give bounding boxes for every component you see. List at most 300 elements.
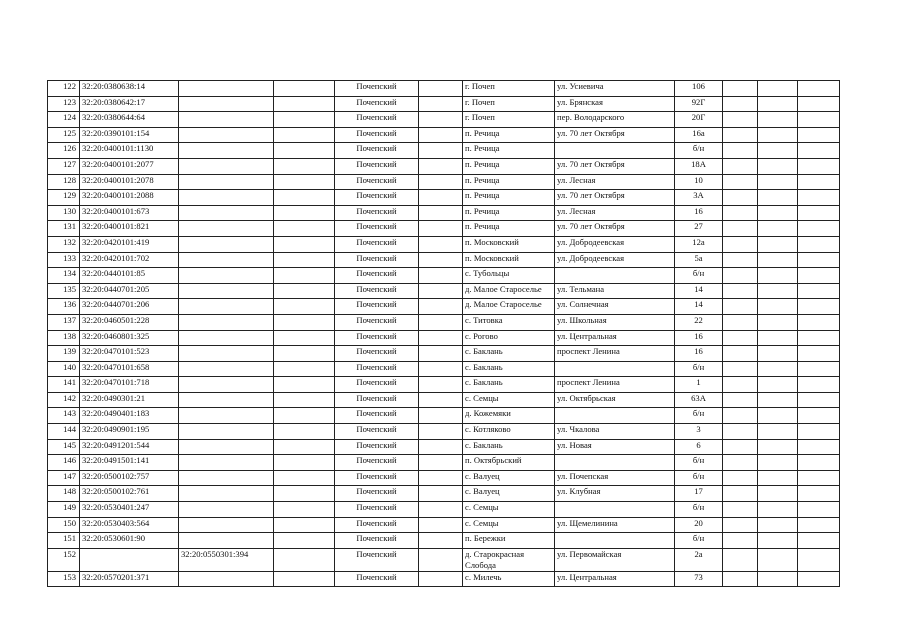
empty-cell bbox=[758, 143, 798, 159]
empty-cell bbox=[274, 408, 335, 424]
empty-cell bbox=[723, 174, 758, 190]
empty-cell bbox=[758, 236, 798, 252]
empty-cell bbox=[798, 571, 840, 587]
empty-cell bbox=[419, 190, 463, 206]
house-number-cell: 106 bbox=[675, 81, 723, 97]
row-number: 134 bbox=[48, 268, 80, 284]
street-cell bbox=[555, 502, 675, 518]
empty-cell bbox=[274, 221, 335, 237]
empty-cell bbox=[798, 470, 840, 486]
locality-cell: п. Речица bbox=[463, 221, 555, 237]
empty-cell bbox=[798, 502, 840, 518]
house-number-cell: б/н bbox=[675, 408, 723, 424]
district-cell: Почепский bbox=[335, 190, 419, 206]
locality-cell: с. Баклань bbox=[463, 361, 555, 377]
cadastral-number: 32:20:0500102:757 bbox=[80, 470, 179, 486]
house-number-cell: 16а bbox=[675, 127, 723, 143]
empty-cell bbox=[419, 252, 463, 268]
cadastral-number-alt bbox=[179, 439, 274, 455]
empty-cell bbox=[758, 190, 798, 206]
row-number: 130 bbox=[48, 205, 80, 221]
empty-cell bbox=[274, 533, 335, 549]
street-cell: ул. Добродеевская bbox=[555, 252, 675, 268]
cadastral-number: 32:20:0400101:1130 bbox=[80, 143, 179, 159]
empty-cell bbox=[419, 330, 463, 346]
empty-cell bbox=[274, 205, 335, 221]
empty-cell bbox=[274, 470, 335, 486]
empty-cell bbox=[274, 236, 335, 252]
street-cell: проспект Ленина bbox=[555, 377, 675, 393]
locality-cell: п. Речица bbox=[463, 174, 555, 190]
empty-cell bbox=[723, 96, 758, 112]
empty-cell bbox=[758, 424, 798, 440]
cadastral-number-alt bbox=[179, 221, 274, 237]
table-row bbox=[48, 470, 840, 486]
empty-cell bbox=[758, 439, 798, 455]
locality-cell: п. Московский bbox=[463, 252, 555, 268]
empty-cell bbox=[419, 548, 463, 571]
empty-cell bbox=[758, 392, 798, 408]
empty-cell bbox=[798, 424, 840, 440]
empty-cell bbox=[723, 314, 758, 330]
house-number-cell: 22 bbox=[675, 314, 723, 330]
row-number: 144 bbox=[48, 424, 80, 440]
empty-cell bbox=[274, 190, 335, 206]
street-cell: ул. Центральная bbox=[555, 330, 675, 346]
empty-cell bbox=[723, 408, 758, 424]
cadastral-number-alt bbox=[179, 174, 274, 190]
empty-cell bbox=[723, 299, 758, 315]
cadastral-number-alt bbox=[179, 377, 274, 393]
table-row bbox=[48, 455, 840, 471]
row-number: 133 bbox=[48, 252, 80, 268]
empty-cell bbox=[798, 174, 840, 190]
row-number: 126 bbox=[48, 143, 80, 159]
empty-cell bbox=[758, 127, 798, 143]
house-number-cell: б/н bbox=[675, 455, 723, 471]
district-cell: Почепский bbox=[335, 502, 419, 518]
cadastral-number: 32:20:0491201:544 bbox=[80, 439, 179, 455]
street-cell: ул. Первомайская bbox=[555, 548, 675, 571]
district-cell: Почепский bbox=[335, 470, 419, 486]
cadastral-number-alt bbox=[179, 190, 274, 206]
cadastral-number-alt bbox=[179, 268, 274, 284]
cadastral-number: 32:20:0400101:2078 bbox=[80, 174, 179, 190]
cadastral-number-alt bbox=[179, 112, 274, 128]
locality-cell: с. Семцы bbox=[463, 392, 555, 408]
street-cell: ул. Лесная bbox=[555, 174, 675, 190]
empty-cell bbox=[758, 268, 798, 284]
locality-cell: д. Кожемяки bbox=[463, 408, 555, 424]
row-number: 152 bbox=[48, 548, 80, 571]
locality-cell: с. Тубольцы bbox=[463, 268, 555, 284]
empty-cell bbox=[274, 283, 335, 299]
table-row bbox=[48, 221, 840, 237]
row-number: 136 bbox=[48, 299, 80, 315]
locality-cell: п. Московский bbox=[463, 236, 555, 252]
table-row bbox=[48, 81, 840, 97]
street-cell: ул. Новая bbox=[555, 439, 675, 455]
street-cell: ул. Октябрьская bbox=[555, 392, 675, 408]
locality-cell: г. Почеп bbox=[463, 81, 555, 97]
empty-cell bbox=[274, 377, 335, 393]
empty-cell bbox=[419, 470, 463, 486]
table-row bbox=[48, 283, 840, 299]
table-row bbox=[48, 533, 840, 549]
empty-cell bbox=[419, 377, 463, 393]
table-row bbox=[48, 548, 840, 571]
empty-cell bbox=[274, 143, 335, 159]
cadastral-number: 32:20:0470101:718 bbox=[80, 377, 179, 393]
locality-cell: г. Почеп bbox=[463, 96, 555, 112]
cadastral-number: 32:20:0530601:90 bbox=[80, 533, 179, 549]
empty-cell bbox=[419, 283, 463, 299]
empty-cell bbox=[419, 221, 463, 237]
district-cell: Почепский bbox=[335, 205, 419, 221]
table-row bbox=[48, 205, 840, 221]
cadastral-number: 32:20:0470101:523 bbox=[80, 346, 179, 362]
empty-cell bbox=[798, 127, 840, 143]
district-cell: Почепский bbox=[335, 112, 419, 128]
row-number: 153 bbox=[48, 571, 80, 587]
empty-cell bbox=[758, 502, 798, 518]
empty-cell bbox=[798, 314, 840, 330]
district-cell: Почепский bbox=[335, 361, 419, 377]
house-number-cell: 17 bbox=[675, 486, 723, 502]
locality-cell: с. Баклань bbox=[463, 439, 555, 455]
empty-cell bbox=[723, 424, 758, 440]
empty-cell bbox=[758, 283, 798, 299]
table-row bbox=[48, 268, 840, 284]
house-number-cell: 10 bbox=[675, 174, 723, 190]
row-number: 147 bbox=[48, 470, 80, 486]
empty-cell bbox=[798, 268, 840, 284]
table-row bbox=[48, 361, 840, 377]
cadastral-number: 32:20:0460501:228 bbox=[80, 314, 179, 330]
empty-cell bbox=[758, 314, 798, 330]
row-number: 125 bbox=[48, 127, 80, 143]
empty-cell bbox=[274, 158, 335, 174]
row-number: 127 bbox=[48, 158, 80, 174]
empty-cell bbox=[419, 346, 463, 362]
house-number-cell: 16 bbox=[675, 346, 723, 362]
cadastral-number: 32:20:0490901:195 bbox=[80, 424, 179, 440]
empty-cell bbox=[723, 392, 758, 408]
empty-cell bbox=[798, 346, 840, 362]
locality-cell: п. Речица bbox=[463, 143, 555, 159]
empty-cell bbox=[758, 470, 798, 486]
row-number: 122 bbox=[48, 81, 80, 97]
empty-cell bbox=[723, 439, 758, 455]
house-number-cell: 16 bbox=[675, 205, 723, 221]
cadastral-number-alt bbox=[179, 236, 274, 252]
house-number-cell: 3А bbox=[675, 190, 723, 206]
empty-cell bbox=[274, 314, 335, 330]
empty-cell bbox=[723, 112, 758, 128]
street-cell: пер. Володарского bbox=[555, 112, 675, 128]
empty-cell bbox=[274, 439, 335, 455]
cadastral-number-alt bbox=[179, 81, 274, 97]
table-row bbox=[48, 346, 840, 362]
row-number: 148 bbox=[48, 486, 80, 502]
locality-cell: п. Речица bbox=[463, 158, 555, 174]
empty-cell bbox=[758, 299, 798, 315]
empty-cell bbox=[274, 299, 335, 315]
house-number-cell: 1 bbox=[675, 377, 723, 393]
street-cell bbox=[555, 361, 675, 377]
table-row bbox=[48, 127, 840, 143]
empty-cell bbox=[274, 486, 335, 502]
empty-cell bbox=[723, 236, 758, 252]
house-number-cell: 5а bbox=[675, 252, 723, 268]
district-cell: Почепский bbox=[335, 81, 419, 97]
district-cell: Почепский bbox=[335, 299, 419, 315]
row-number: 123 bbox=[48, 96, 80, 112]
row-number: 129 bbox=[48, 190, 80, 206]
empty-cell bbox=[798, 252, 840, 268]
street-cell: проспект Ленина bbox=[555, 346, 675, 362]
empty-cell bbox=[274, 571, 335, 587]
empty-cell bbox=[274, 424, 335, 440]
house-number-cell: 16 bbox=[675, 330, 723, 346]
empty-cell bbox=[758, 112, 798, 128]
cadastral-number: 32:20:0500102:761 bbox=[80, 486, 179, 502]
empty-cell bbox=[723, 502, 758, 518]
cadastral-number-alt bbox=[179, 517, 274, 533]
empty-cell bbox=[419, 502, 463, 518]
house-number-cell: 2а bbox=[675, 548, 723, 571]
empty-cell bbox=[723, 571, 758, 587]
cadastral-number-alt bbox=[179, 205, 274, 221]
locality-cell: д. Малое Староселье bbox=[463, 283, 555, 299]
cadastral-number-alt bbox=[179, 330, 274, 346]
empty-cell bbox=[798, 236, 840, 252]
row-number: 142 bbox=[48, 392, 80, 408]
empty-cell bbox=[419, 143, 463, 159]
empty-cell bbox=[274, 361, 335, 377]
table-row bbox=[48, 236, 840, 252]
cadastral-number: 32:20:0490401:183 bbox=[80, 408, 179, 424]
cadastral-number-alt bbox=[179, 533, 274, 549]
cadastral-number: 32:20:0440701:206 bbox=[80, 299, 179, 315]
empty-cell bbox=[758, 377, 798, 393]
street-cell: ул. 70 лет Октября bbox=[555, 158, 675, 174]
district-cell: Почепский bbox=[335, 486, 419, 502]
empty-cell bbox=[274, 502, 335, 518]
cadastral-number-alt bbox=[179, 392, 274, 408]
empty-cell bbox=[798, 81, 840, 97]
table-row bbox=[48, 174, 840, 190]
empty-cell bbox=[798, 299, 840, 315]
locality-cell: с. Валуец bbox=[463, 470, 555, 486]
cadastral-number-alt bbox=[179, 455, 274, 471]
cadastral-number-alt bbox=[179, 158, 274, 174]
district-cell: Почепский bbox=[335, 533, 419, 549]
house-number-cell: 20 bbox=[675, 517, 723, 533]
empty-cell bbox=[419, 439, 463, 455]
table-row bbox=[48, 424, 840, 440]
district-cell: Почепский bbox=[335, 268, 419, 284]
empty-cell bbox=[419, 314, 463, 330]
district-cell: Почепский bbox=[335, 96, 419, 112]
row-number: 138 bbox=[48, 330, 80, 346]
empty-cell bbox=[798, 96, 840, 112]
street-cell: ул. Почепская bbox=[555, 470, 675, 486]
table-row bbox=[48, 252, 840, 268]
row-number: 140 bbox=[48, 361, 80, 377]
cadastral-number: 32:20:0390101:154 bbox=[80, 127, 179, 143]
row-number: 141 bbox=[48, 377, 80, 393]
empty-cell bbox=[419, 571, 463, 587]
house-number-cell: 14 bbox=[675, 283, 723, 299]
empty-cell bbox=[758, 81, 798, 97]
empty-cell bbox=[723, 517, 758, 533]
table-row bbox=[48, 517, 840, 533]
empty-cell bbox=[758, 205, 798, 221]
empty-cell bbox=[723, 470, 758, 486]
empty-cell bbox=[274, 112, 335, 128]
row-number: 146 bbox=[48, 455, 80, 471]
district-cell: Почепский bbox=[335, 158, 419, 174]
empty-cell bbox=[798, 439, 840, 455]
empty-cell bbox=[723, 252, 758, 268]
table-row bbox=[48, 439, 840, 455]
district-cell: Почепский bbox=[335, 439, 419, 455]
table-row bbox=[48, 190, 840, 206]
empty-cell bbox=[798, 377, 840, 393]
house-number-cell: 12а bbox=[675, 236, 723, 252]
district-cell: Почепский bbox=[335, 314, 419, 330]
empty-cell bbox=[723, 127, 758, 143]
street-cell: ул. 70 лет Октября bbox=[555, 127, 675, 143]
street-cell bbox=[555, 268, 675, 284]
locality-cell: г. Почеп bbox=[463, 112, 555, 128]
locality-cell: с. Семцы bbox=[463, 502, 555, 518]
house-number-cell: б/н bbox=[675, 268, 723, 284]
house-number-cell: 18А bbox=[675, 158, 723, 174]
table-row bbox=[48, 314, 840, 330]
empty-cell bbox=[419, 299, 463, 315]
empty-cell bbox=[723, 221, 758, 237]
locality-cell: с. Милечь bbox=[463, 571, 555, 587]
empty-cell bbox=[798, 455, 840, 471]
street-cell: ул. 70 лет Октября bbox=[555, 190, 675, 206]
locality-cell: с. Рогово bbox=[463, 330, 555, 346]
row-number: 145 bbox=[48, 439, 80, 455]
empty-cell bbox=[758, 174, 798, 190]
street-cell: ул. Школьная bbox=[555, 314, 675, 330]
cadastral-number: 32:20:0420101:702 bbox=[80, 252, 179, 268]
street-cell bbox=[555, 533, 675, 549]
district-cell: Почепский bbox=[335, 571, 419, 587]
empty-cell bbox=[419, 486, 463, 502]
empty-cell bbox=[274, 517, 335, 533]
locality-cell: д. Старокрасная Слобода bbox=[463, 548, 555, 571]
street-cell: ул. Добродеевская bbox=[555, 236, 675, 252]
row-number: 151 bbox=[48, 533, 80, 549]
locality-cell: с. Баклань bbox=[463, 346, 555, 362]
empty-cell bbox=[274, 330, 335, 346]
house-number-cell: 6 bbox=[675, 439, 723, 455]
empty-cell bbox=[274, 174, 335, 190]
empty-cell bbox=[723, 143, 758, 159]
district-cell: Почепский bbox=[335, 548, 419, 571]
street-cell: ул. Чкалова bbox=[555, 424, 675, 440]
cadastral-number: 32:20:0400101:821 bbox=[80, 221, 179, 237]
cadastral-number: 32:20:0400101:673 bbox=[80, 205, 179, 221]
table-row bbox=[48, 571, 840, 587]
row-number: 131 bbox=[48, 221, 80, 237]
empty-cell bbox=[723, 158, 758, 174]
house-number-cell: б/н bbox=[675, 502, 723, 518]
row-number: 124 bbox=[48, 112, 80, 128]
street-cell bbox=[555, 408, 675, 424]
cadastral-number: 32:20:0530403:564 bbox=[80, 517, 179, 533]
street-cell bbox=[555, 143, 675, 159]
locality-cell: с. Семцы bbox=[463, 517, 555, 533]
empty-cell bbox=[723, 455, 758, 471]
row-number: 143 bbox=[48, 408, 80, 424]
street-cell: ул. Щемелинина bbox=[555, 517, 675, 533]
cadastral-number-alt: 32:20:0550301:394 bbox=[179, 548, 274, 571]
cadastral-number-alt bbox=[179, 283, 274, 299]
cadastral-number-alt bbox=[179, 424, 274, 440]
empty-cell bbox=[274, 81, 335, 97]
empty-cell bbox=[798, 517, 840, 533]
cadastral-number-alt bbox=[179, 299, 274, 315]
empty-cell bbox=[419, 174, 463, 190]
cadastral-number-alt bbox=[179, 502, 274, 518]
house-number-cell: 73 bbox=[675, 571, 723, 587]
locality-cell: п. Речица bbox=[463, 127, 555, 143]
empty-cell bbox=[798, 205, 840, 221]
empty-cell bbox=[758, 486, 798, 502]
empty-cell bbox=[798, 408, 840, 424]
house-number-cell: б/н bbox=[675, 361, 723, 377]
empty-cell bbox=[723, 486, 758, 502]
empty-cell bbox=[758, 96, 798, 112]
empty-cell bbox=[419, 96, 463, 112]
row-number: 139 bbox=[48, 346, 80, 362]
street-cell: ул. Центральная bbox=[555, 571, 675, 587]
cadastral-number: 32:20:0380644:64 bbox=[80, 112, 179, 128]
table-row bbox=[48, 377, 840, 393]
empty-cell bbox=[274, 392, 335, 408]
empty-cell bbox=[723, 377, 758, 393]
district-cell: Почепский bbox=[335, 236, 419, 252]
empty-cell bbox=[798, 190, 840, 206]
locality-cell: с. Титовка bbox=[463, 314, 555, 330]
cadastral-number-alt bbox=[179, 486, 274, 502]
district-cell: Почепский bbox=[335, 330, 419, 346]
empty-cell bbox=[419, 158, 463, 174]
house-number-cell: б/н bbox=[675, 533, 723, 549]
empty-cell bbox=[798, 548, 840, 571]
row-number: 137 bbox=[48, 314, 80, 330]
cadastral-number-alt bbox=[179, 252, 274, 268]
cadastral-number: 32:20:0470101:658 bbox=[80, 361, 179, 377]
district-cell: Почепский bbox=[335, 252, 419, 268]
district-cell: Почепский bbox=[335, 221, 419, 237]
empty-cell bbox=[758, 533, 798, 549]
row-number: 150 bbox=[48, 517, 80, 533]
empty-cell bbox=[274, 127, 335, 143]
empty-cell bbox=[758, 158, 798, 174]
street-cell: ул. Солнечная bbox=[555, 299, 675, 315]
empty-cell bbox=[758, 346, 798, 362]
empty-cell bbox=[723, 81, 758, 97]
district-cell: Почепский bbox=[335, 127, 419, 143]
